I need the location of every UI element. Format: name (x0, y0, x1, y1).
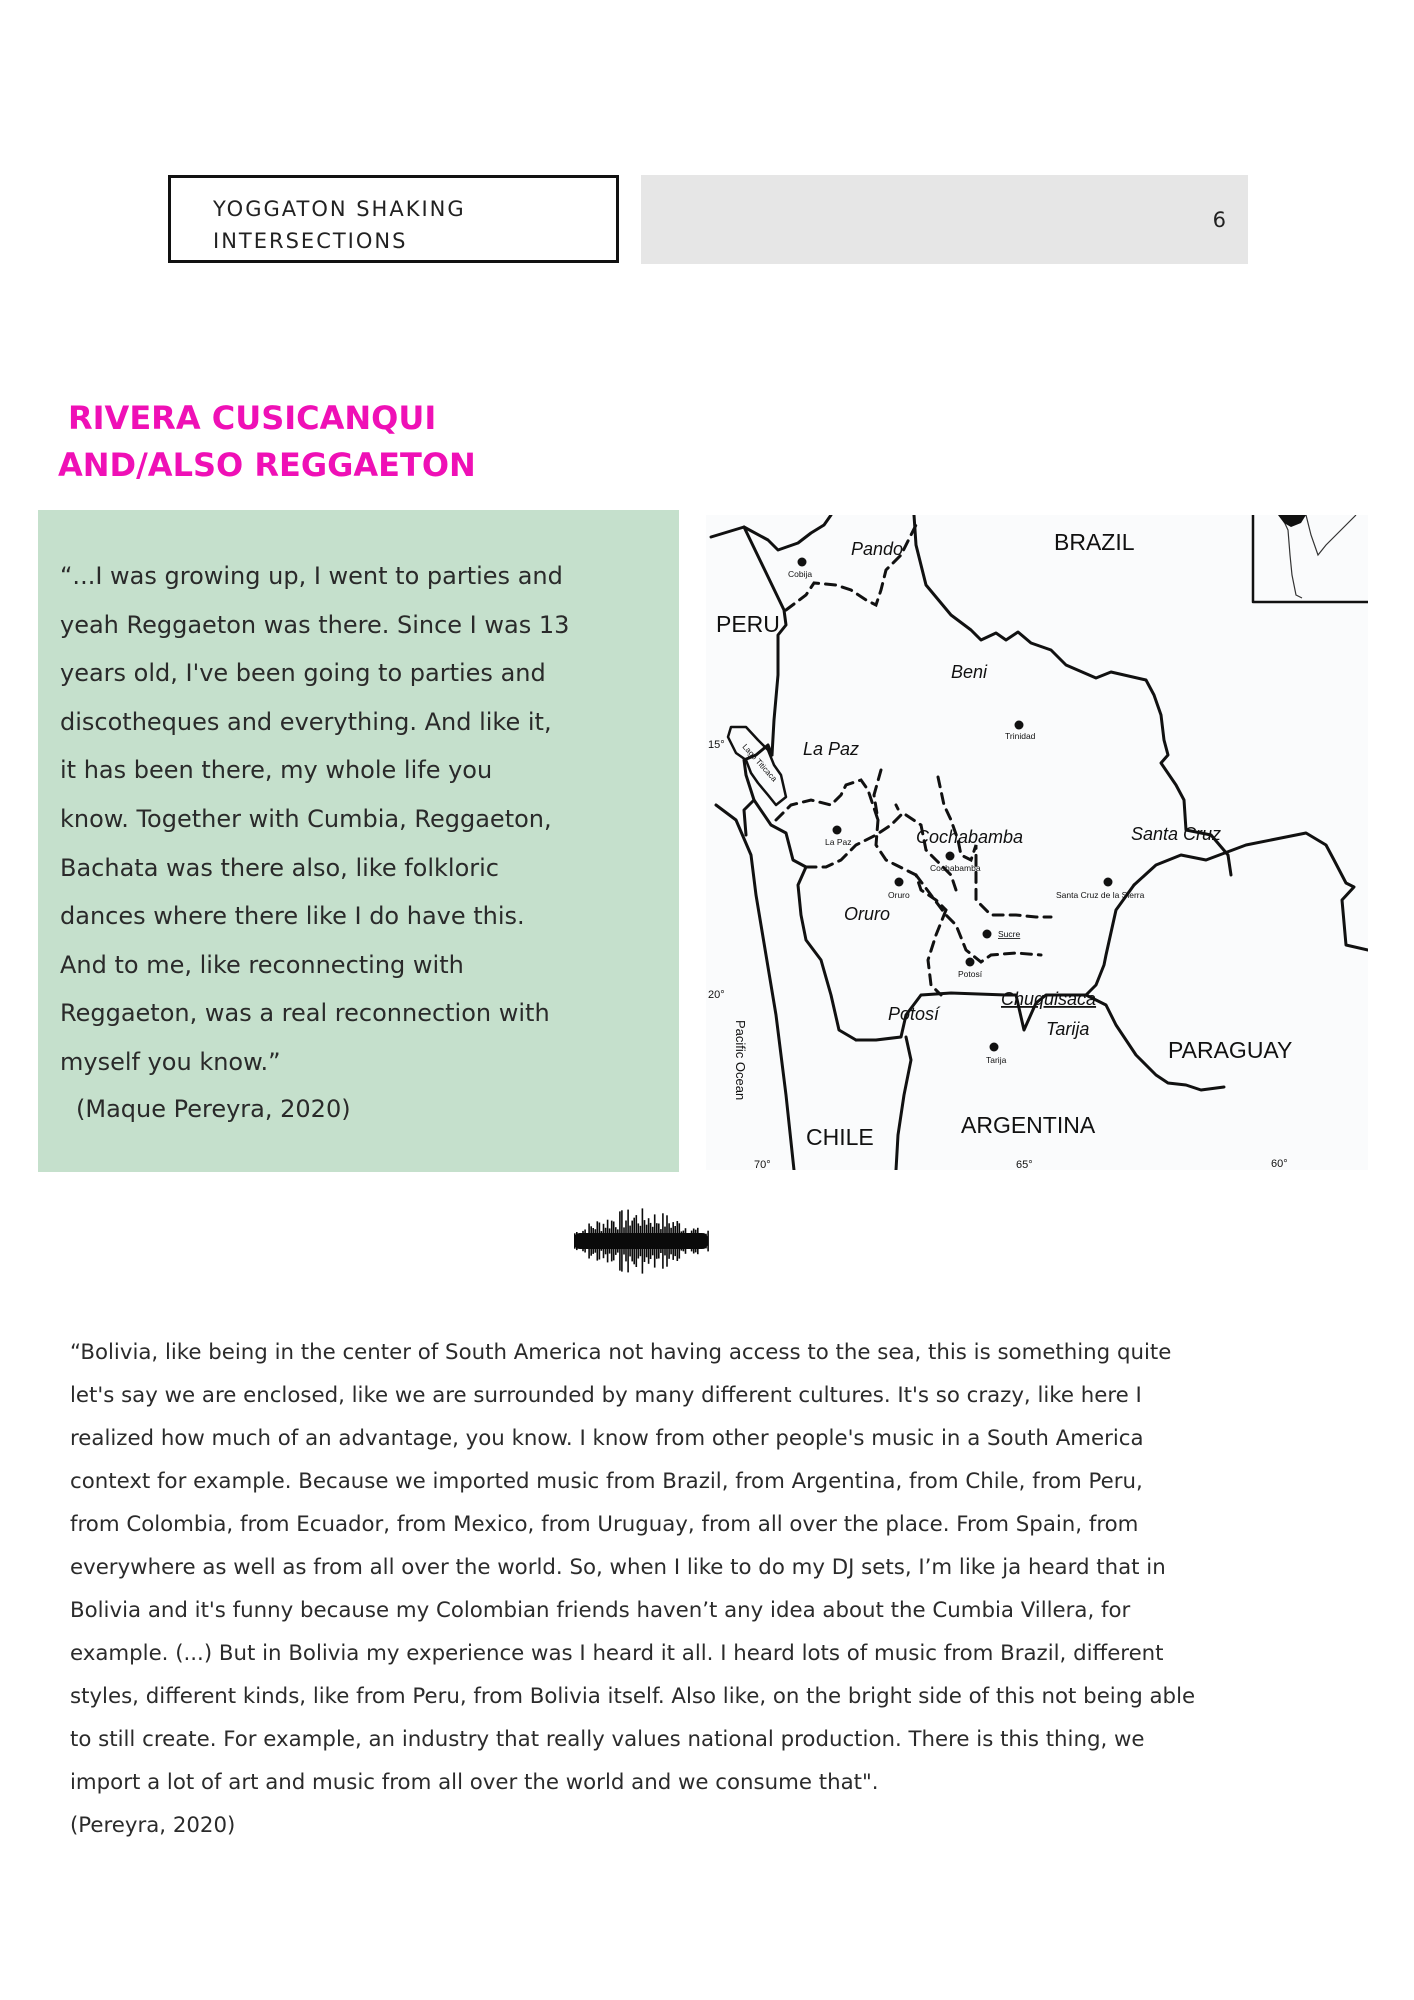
map-label-potosi: Potosí (888, 1004, 940, 1024)
map-label-lago-titicaca: Lago Titicaca (740, 742, 779, 784)
map-label-chile: CHILE (806, 1124, 874, 1150)
border-paraguay (1134, 833, 1368, 950)
map-label-brazil: BRAZIL (1054, 529, 1135, 555)
quote-line: myself you know.” (60, 1047, 281, 1076)
document-title (213, 193, 466, 257)
body-quote-line: to still create. For example, an industry that really values national production. There is this thing, we (70, 1727, 1145, 1752)
quote-line: know. Together with Cumbia, Reggaeton, (60, 804, 552, 833)
border-peru-diagonal (744, 527, 786, 755)
body-quote-line: “Bolivia, like being in the center of South America not having access to the sea, this is something quite (70, 1340, 1172, 1365)
bolivia-map-svg (706, 515, 1368, 1170)
dept-border-potosi (806, 805, 901, 867)
quote-line: years old, I've been going to parties and (60, 659, 546, 688)
map-city-cochabamba: Cochabamba (930, 863, 981, 873)
body-quote-line: realized how much of an advantage, you know. I know from other people's music in a South America (70, 1426, 1144, 1451)
map-lon-60: 60° (1271, 1158, 1288, 1170)
map-label-paraguay: PARAGUAY (1168, 1037, 1293, 1063)
bolivia-interview-quote (70, 1331, 1360, 1847)
quote-line: discotheques and everything. And like it, (60, 707, 552, 736)
quote-line: “...I was growing up, I went to parties and (60, 562, 563, 590)
map-label-santacruz: Santa Cruz (1131, 824, 1222, 844)
map-label-lapaz: La Paz (803, 739, 860, 759)
body-quote-line: context for example. Because we imported music from Brazil, from Argentina, from Chile, from Peru, (70, 1469, 1143, 1494)
map-city-potosi: Potosí (958, 969, 983, 979)
map-city-lapaz: La Paz (825, 837, 852, 847)
city-dot-cochabamba (946, 852, 955, 861)
map-label-peru: PERU (716, 611, 780, 637)
map-label-pando: Pando (851, 539, 904, 559)
map-label-beni: Beni (951, 662, 988, 682)
map-city-tarija: Tarija (986, 1055, 1007, 1065)
quote-citation: (Maque Pereyra, 2020) (76, 1095, 351, 1123)
section-title (58, 395, 476, 489)
body-quote-line: example. (...) But in Bolivia my experience was I heard it all. I heard lots of music from Brazil, different (70, 1641, 1164, 1666)
map-city-cobija: Cobija (788, 569, 813, 579)
body-quote-line: styles, different kinds, like from Peru, from Bolivia itself. Also like, on the bright side of this not being able (70, 1684, 1196, 1709)
map-city-santacruz: Santa Cruz de la Sierra (1056, 890, 1145, 900)
inset-south-america (1281, 515, 1356, 598)
map-city-trinidad: Trinidad (1005, 731, 1036, 741)
city-dot-potosi (966, 958, 975, 967)
border-chile-coast (744, 800, 754, 835)
page-number: 6 (1212, 208, 1226, 232)
page-number-box (641, 175, 1248, 264)
map-label-chuquisaca: Chuquisaca (1001, 989, 1097, 1009)
body-quote-line: everywhere as well as from all over the world. So, when I like to do my DJ sets, I’m like ja heard that in (70, 1555, 1166, 1580)
section-title-line-2: AND/ALSO REGGAETON (58, 446, 476, 484)
body-quote-line: from Colombia, from Ecuador, from Mexico, from Uruguay, from all over the place. From Spain, from (70, 1512, 1139, 1537)
interview-quote-text (60, 552, 670, 1087)
dept-border-santacruz (938, 777, 1051, 917)
quote-line: Bachata was there also, like folkloric (60, 853, 499, 882)
document-header-box (168, 175, 619, 263)
city-dot-cobija (798, 558, 807, 567)
quote-line: it has been there, my whole life you (60, 756, 493, 785)
inset-bolivia-highlight (1278, 515, 1306, 527)
map-lat-20: 20° (708, 989, 725, 1001)
border-brazil (914, 515, 1231, 875)
dept-border-chuquisaca (916, 875, 1041, 962)
body-quote-citation: (Pereyra, 2020) (70, 1813, 236, 1838)
body-quote-line: Bolivia and it's funny because my Colombian friends haven’t any idea about the Cumbia Villera, for (70, 1598, 1131, 1623)
dept-border-tarija (928, 910, 946, 995)
body-quote-line: let's say we are enclosed, like we are surrounded by many different cultures. It's so crazy, like here I (70, 1383, 1142, 1408)
bolivia-map (706, 515, 1368, 1170)
city-dot-santacruz (1104, 878, 1113, 887)
document-title-line-2: INTERSECTIONS (213, 229, 408, 253)
map-lat-15: 15° (708, 739, 725, 751)
coast-pacific (716, 805, 794, 1170)
quote-line: yeah Reggaeton was there. Since I was 13 (60, 610, 570, 639)
quote-line: And to me, like reconnecting with (60, 950, 464, 979)
map-lon-70: 70° (754, 1159, 771, 1170)
city-dot-lapaz (833, 826, 842, 835)
map-city-oruro: Oruro (888, 890, 910, 900)
interview-quote-box (38, 510, 679, 1172)
city-dot-tarija (990, 1043, 999, 1052)
border-chile (896, 1037, 911, 1170)
quote-line: dances where there like I do have this. (60, 902, 525, 931)
quote-line: Reggaeton, was a real reconnection with (60, 999, 550, 1028)
waveform-core (574, 1233, 708, 1249)
map-label-tarija: Tarija (1046, 1019, 1090, 1039)
sound-wave-icon (572, 1205, 710, 1277)
map-label-oruro: Oruro (844, 904, 891, 924)
map-label-pacific-ocean: Pacific Ocean (733, 1020, 748, 1101)
inset-map-frame (1253, 515, 1368, 602)
city-dot-trinidad (1015, 721, 1024, 730)
map-label-cochabamba: Cochabamba (916, 827, 1024, 847)
map-city-sucre: Sucre (998, 929, 1021, 939)
border-peru-north (711, 515, 831, 550)
city-dot-oruro (895, 878, 904, 887)
section-title-line-1: RIVERA CUSICANQUI (68, 399, 437, 437)
map-lon-65: 65° (1016, 1159, 1033, 1170)
body-quote-line: import a lot of art and music from all over the world and we consume that". (70, 1770, 879, 1795)
city-markers (798, 558, 1113, 1052)
border-paraguay-west (1086, 885, 1134, 995)
dept-border-oruro (776, 780, 878, 820)
border-chile-west (744, 745, 856, 1040)
city-dot-sucre (983, 930, 992, 939)
map-label-argentina: ARGENTINA (961, 1112, 1096, 1138)
document-title-line-1: YOGGATON SHAKING (213, 197, 466, 221)
